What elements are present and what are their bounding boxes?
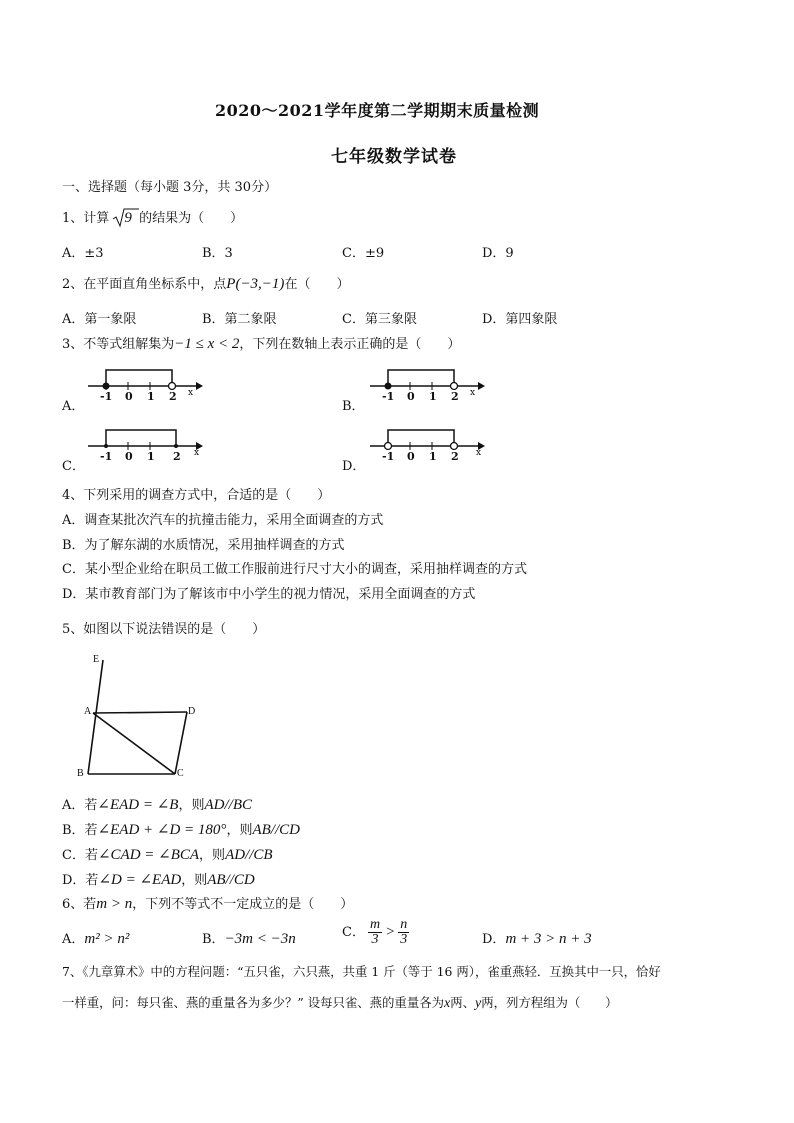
tick: 1 bbox=[429, 390, 437, 403]
point-label-a: A bbox=[84, 706, 92, 717]
tick: 1 bbox=[147, 450, 155, 463]
q4-option-b: B．为了解东湖的水质情况，采用抽样调查的方式 bbox=[62, 538, 345, 553]
q5-d-letter: D．若 bbox=[62, 873, 99, 888]
q5-c-res: AD//CB bbox=[225, 847, 273, 863]
q5-option-d bbox=[62, 869, 255, 889]
frac-den: 3 bbox=[400, 932, 408, 947]
tick: 0 bbox=[125, 450, 133, 463]
q6-d-math: m + 3 > n + 3 bbox=[505, 931, 592, 947]
q1-prefix: 1、计算 bbox=[62, 211, 110, 226]
point-label-e: E bbox=[93, 654, 100, 665]
q2-point: P(−3,−1) bbox=[226, 276, 285, 292]
q5-b-then: ，则 bbox=[226, 823, 253, 838]
q2-option-c: C．第三象限 bbox=[342, 312, 417, 327]
question-2 bbox=[62, 273, 349, 293]
tick: 0 bbox=[407, 450, 415, 463]
section-heading: 一、选择题（每小题 3分，共 30分） bbox=[62, 180, 278, 195]
question-3 bbox=[62, 333, 460, 353]
q5-d-cond: ∠D = ∠EAD bbox=[98, 872, 182, 888]
q3-option-c-label: C． bbox=[62, 459, 85, 474]
q2-option-d: D．第四象限 bbox=[482, 312, 558, 327]
question-6 bbox=[62, 893, 353, 913]
sqrt-expression bbox=[113, 210, 135, 227]
point-label-b: B bbox=[77, 768, 84, 779]
point-label-c: C bbox=[177, 768, 184, 779]
q6-option-b bbox=[202, 928, 296, 948]
q5-option-b bbox=[62, 819, 300, 839]
axis-var: x bbox=[188, 388, 194, 398]
q7-text-c: 两，列方程组为（ ） bbox=[481, 995, 618, 1010]
q6-a-math: m² > n² bbox=[84, 931, 130, 947]
q4-option-c: C．某小型企业给在职员工做工作服前进行尺寸大小的调查，采用抽样调查的方式 bbox=[62, 562, 527, 577]
q2-option-b: B．第二象限 bbox=[202, 312, 277, 327]
question-7-line-2 bbox=[62, 993, 618, 1012]
fraction-m-over-3 bbox=[368, 918, 382, 947]
tick: 0 bbox=[407, 390, 415, 403]
q3-prefix: 3、不等式组解集为 bbox=[62, 337, 175, 352]
point-label-d: D bbox=[188, 706, 196, 717]
frac-num: n bbox=[400, 917, 408, 932]
question-5: 5、如图以下说法错误的是（ ） bbox=[62, 622, 266, 637]
frac-den: 3 bbox=[371, 932, 379, 947]
question-4: 4、下列采用的调查方式中，合适的是（ ） bbox=[62, 488, 331, 503]
q1-option-d: D．9 bbox=[482, 246, 514, 261]
axis-var: x bbox=[470, 388, 476, 398]
q6-d-letter: D． bbox=[482, 932, 506, 947]
q2-suffix: 在（ ） bbox=[284, 277, 350, 292]
q6-a-letter: A． bbox=[62, 932, 85, 947]
q1-option-a: A．±3 bbox=[62, 246, 104, 261]
q3-option-b-label: B． bbox=[342, 399, 365, 414]
q2-prefix: 2、在平面直角坐标系中，点 bbox=[62, 277, 227, 292]
q6-b-math: −3m < −3n bbox=[224, 931, 296, 947]
q1-option-b: B．3 bbox=[202, 246, 233, 261]
q4-option-d: D．某市教育部门为了解该市中小学生的视力情况，采用全面调查的方式 bbox=[62, 587, 476, 602]
question-7-line-1: 7、《九章算术》中的方程问题：“五只雀，六只燕，共重 1 斤（等于 16 两），雀重燕轻．互换其中一只，恰好 bbox=[62, 964, 661, 979]
q6-option-c bbox=[342, 918, 412, 947]
frac-num: m bbox=[369, 917, 381, 932]
exam-title: 2020～2021学年度第二学期期末质量检测 bbox=[215, 101, 540, 120]
axis-var: x bbox=[476, 448, 482, 458]
q5-c-letter: C．若 bbox=[62, 848, 98, 863]
tick: -1 bbox=[382, 390, 395, 403]
q6-c-letter: C． bbox=[342, 925, 365, 940]
q5-d-res: AB//CD bbox=[207, 872, 255, 888]
q3-option-a-label: A． bbox=[62, 399, 85, 414]
geometry-figure bbox=[76, 654, 216, 784]
fraction-n-over-3 bbox=[398, 918, 409, 947]
tick: 2 bbox=[169, 390, 177, 403]
q3-math: −1 ≤ x < 2 bbox=[174, 336, 240, 352]
q5-a-letter: A．若 bbox=[62, 798, 98, 813]
exam-subtitle: 七年级数学试卷 bbox=[331, 147, 457, 167]
q5-c-then: ，则 bbox=[199, 848, 226, 863]
q7-var-x: x bbox=[444, 996, 451, 1011]
tick: -1 bbox=[382, 450, 395, 463]
q6-c-rel: > bbox=[385, 924, 396, 940]
tick: 0 bbox=[125, 390, 133, 403]
tick: 1 bbox=[429, 450, 437, 463]
question-1 bbox=[62, 207, 243, 227]
q1-option-c: C．±9 bbox=[342, 246, 385, 261]
q5-a-cond: ∠EAD = ∠B bbox=[97, 797, 179, 813]
tick: 1 bbox=[147, 390, 155, 403]
q5-b-cond: ∠EAD + ∠D = 180° bbox=[97, 822, 227, 838]
q7-text-a: 一样重，问：每只雀、燕的重量各为多少？” 设每只雀、燕的重量各为 bbox=[62, 995, 444, 1010]
q6-math: m > n bbox=[96, 896, 133, 912]
q3-suffix: ，下列在数轴上表示正确的是（ ） bbox=[239, 337, 461, 352]
tick: -1 bbox=[100, 450, 113, 463]
q6-prefix: 6、若 bbox=[62, 897, 97, 912]
q6-suffix: ，下列不等式不一定成立的是（ ） bbox=[132, 897, 354, 912]
tick: -1 bbox=[100, 390, 113, 403]
q4-option-a: A．调查某批次汽车的抗撞击能力，采用全面调查的方式 bbox=[62, 513, 384, 528]
q7-text-b: 两、 bbox=[450, 995, 475, 1010]
tick: 2 bbox=[173, 450, 181, 463]
q3-option-d-label: D． bbox=[342, 459, 366, 474]
q1-suffix: 的结果为（ ） bbox=[139, 211, 244, 226]
tick: 2 bbox=[451, 390, 459, 403]
q6-option-a bbox=[62, 928, 129, 948]
q5-c-cond: ∠CAD = ∠BCA bbox=[97, 847, 200, 863]
radicand: 9 bbox=[124, 210, 132, 226]
q5-a-res: AD//BC bbox=[204, 797, 252, 813]
q5-b-res: AB//CD bbox=[252, 822, 300, 838]
q2-option-a: A．第一象限 bbox=[62, 312, 137, 327]
q5-option-c bbox=[62, 844, 273, 864]
q5-a-then: ，则 bbox=[178, 798, 205, 813]
q6-b-letter: B． bbox=[202, 932, 225, 947]
q5-option-a bbox=[62, 794, 252, 814]
tick: 2 bbox=[451, 450, 459, 463]
q5-d-then: ，则 bbox=[181, 873, 208, 888]
q6-option-d bbox=[482, 928, 592, 948]
q7-var-y: y bbox=[475, 996, 482, 1011]
q5-b-letter: B．若 bbox=[62, 823, 98, 838]
axis-var: x bbox=[194, 448, 200, 458]
